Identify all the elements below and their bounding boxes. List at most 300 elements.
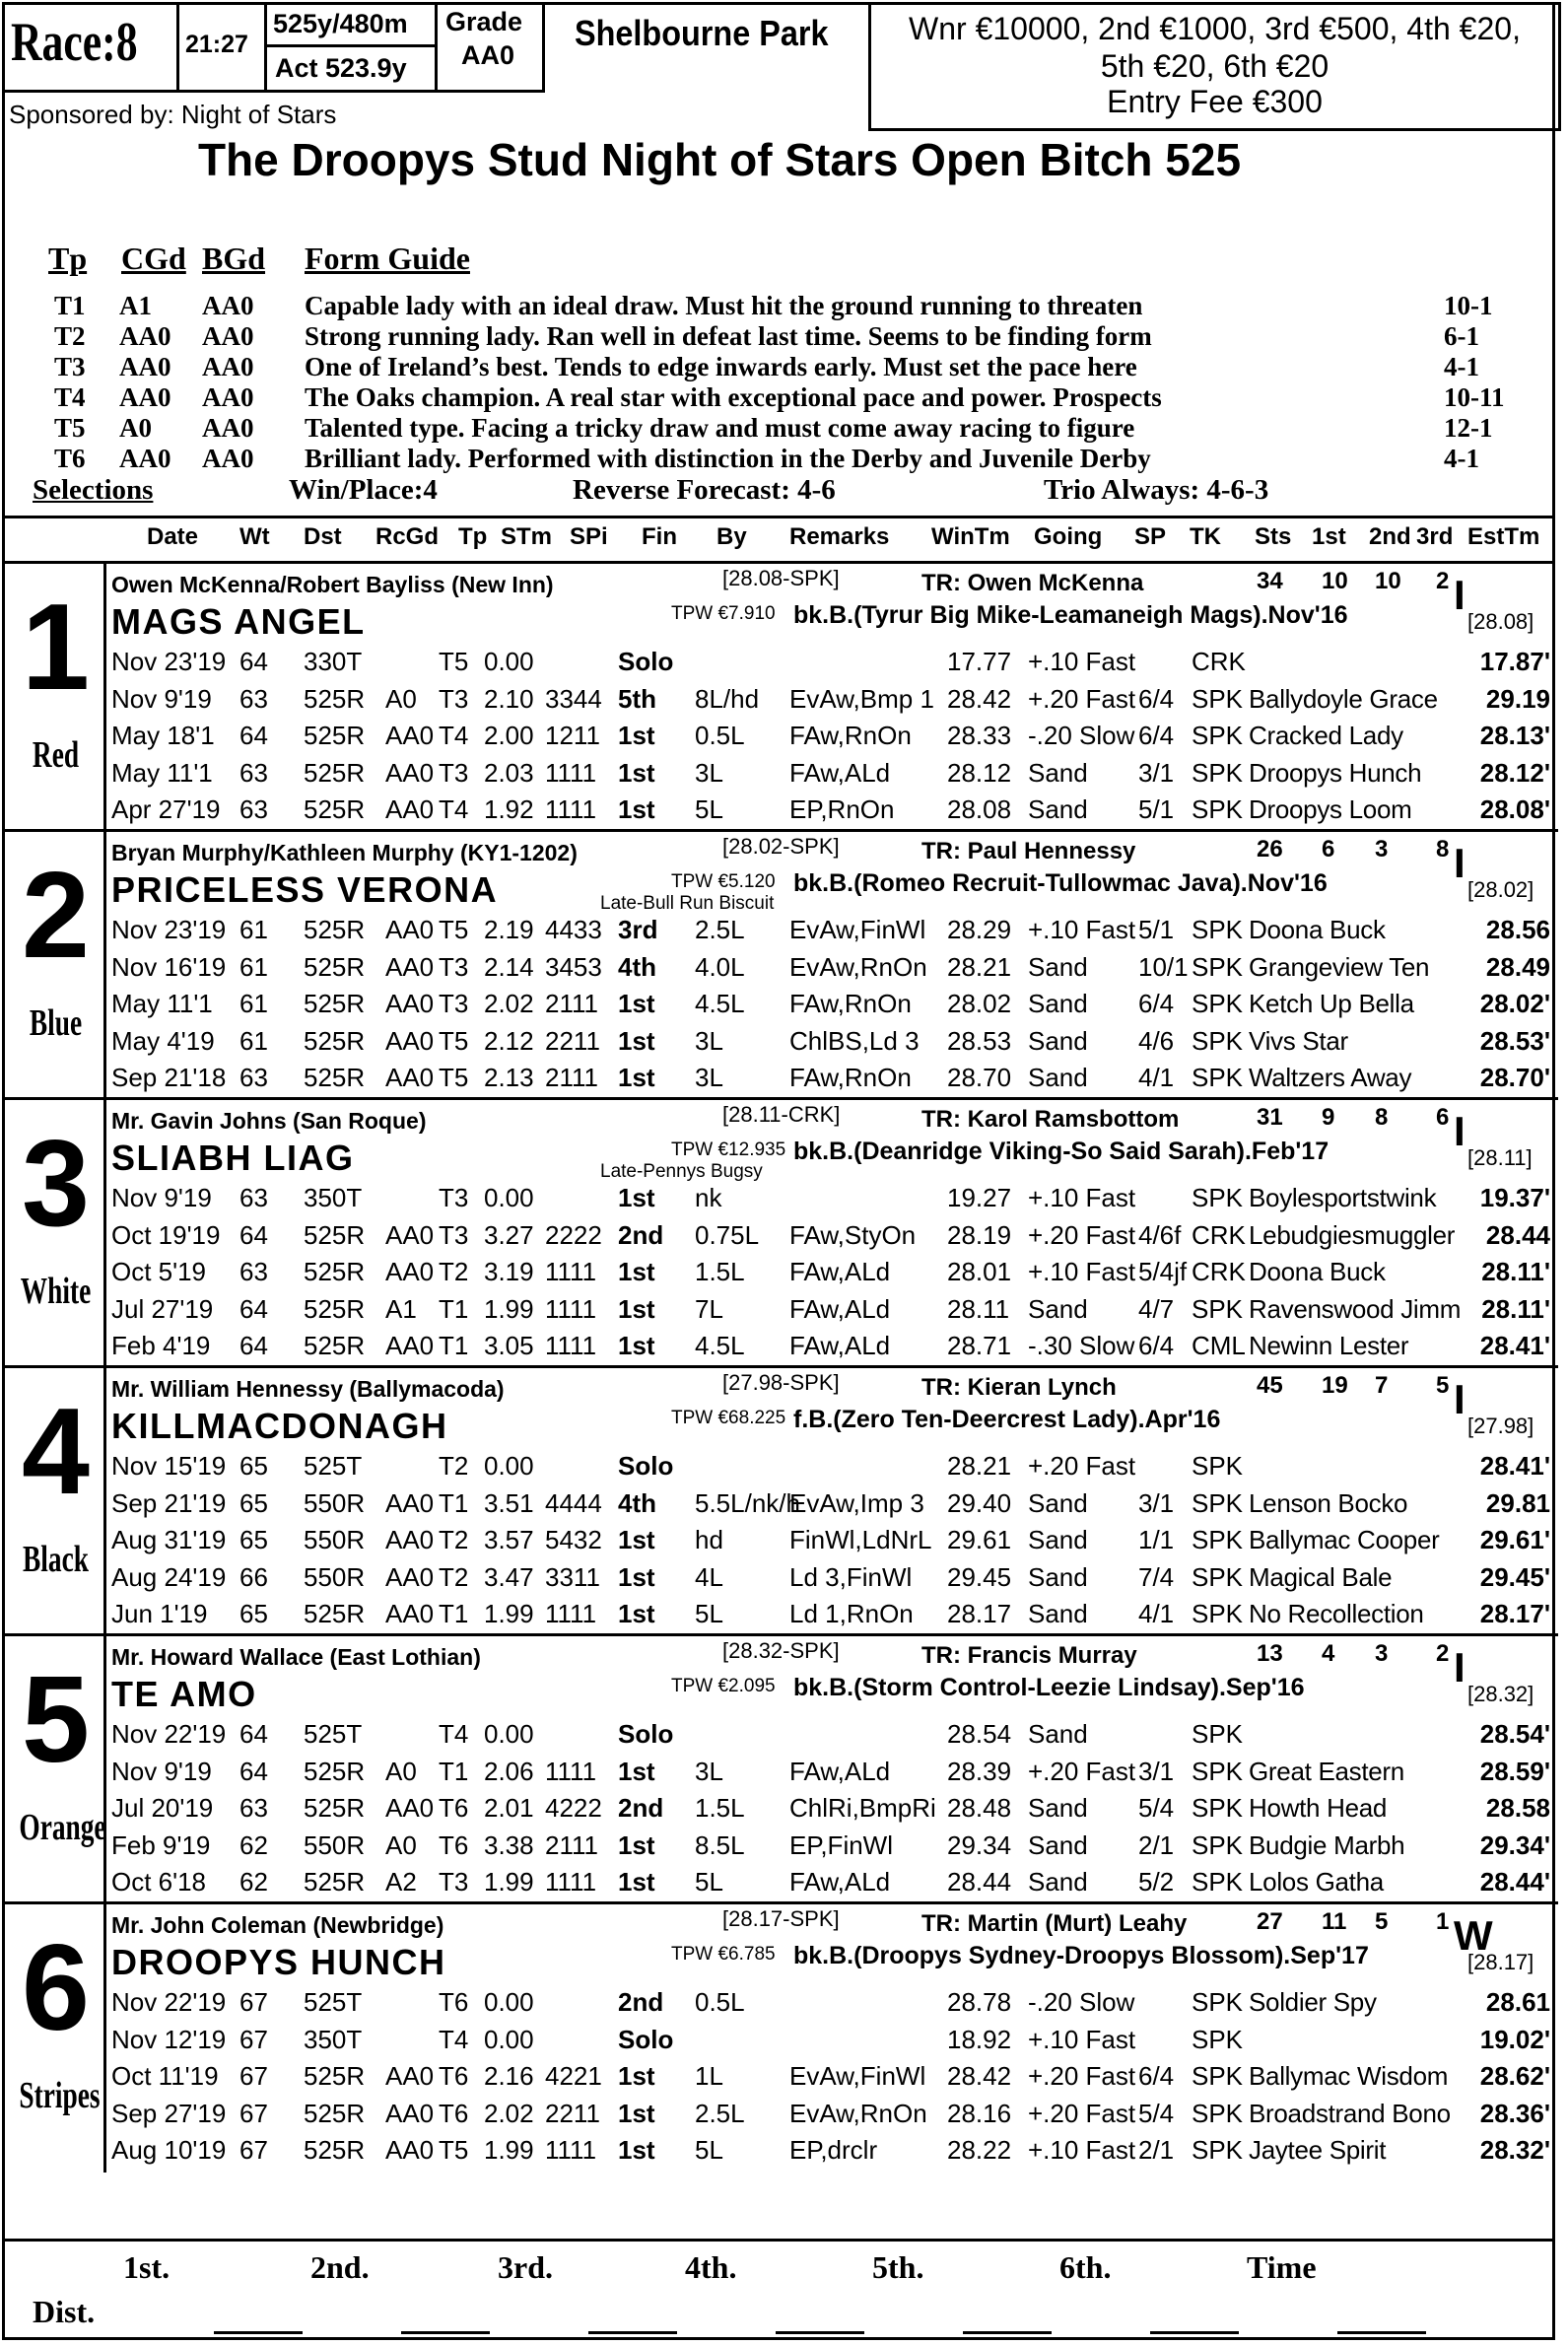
run-going: +.20 Fast bbox=[1028, 2061, 1136, 2091]
run-track: SPK bbox=[1192, 1599, 1244, 1628]
grid-mark: I bbox=[1454, 572, 1466, 618]
fg-bgd: AA0 bbox=[202, 413, 254, 443]
run-est-time: 29.34' bbox=[1479, 1829, 1550, 1860]
run-by: 0.75L bbox=[695, 1219, 760, 1250]
run-going: Sand bbox=[1028, 989, 1088, 1018]
run-going: Sand bbox=[1028, 951, 1088, 982]
form-row bbox=[5, 1789, 1558, 1827]
run-date: Nov 16'19 bbox=[111, 951, 227, 982]
run-weight: 61 bbox=[239, 989, 268, 1018]
run-date: May 4'19 bbox=[111, 1025, 215, 1056]
run-win-time: 28.78 bbox=[947, 1987, 1012, 2017]
run-track: SPK bbox=[1192, 2024, 1244, 2054]
run-sp: 7/4 bbox=[1138, 1561, 1175, 1592]
run-track: SPK bbox=[1192, 757, 1244, 788]
run-race-grade: AA0 bbox=[385, 1219, 435, 1250]
run-by: hd bbox=[695, 1525, 723, 1554]
run-going: Sand bbox=[1028, 1719, 1088, 1749]
form-row bbox=[5, 1253, 1558, 1290]
run-sectional: 2.16 bbox=[484, 2061, 534, 2091]
run-finish: 1st bbox=[618, 1257, 655, 1286]
fg-cgd: AA0 bbox=[119, 382, 171, 412]
run-track: SPK bbox=[1192, 1987, 1244, 2017]
run-trap: T1 bbox=[439, 1756, 469, 1786]
run-weight: 63 bbox=[239, 757, 268, 788]
entry-fee: Entry Fee €300 bbox=[1107, 84, 1323, 119]
track-name: Shelbourne Park bbox=[575, 13, 829, 53]
run-sectional: 2.03 bbox=[484, 757, 534, 788]
run-winner: Lenson Bocko bbox=[1249, 1487, 1408, 1518]
run-est-time: 29.45' bbox=[1479, 1561, 1550, 1592]
actual-distance-box bbox=[264, 44, 438, 93]
run-going: +.20 Fast bbox=[1028, 683, 1136, 714]
trainer: TR: Karol Ramsbottom bbox=[921, 1106, 1180, 1133]
run-sp: 3/1 bbox=[1138, 1756, 1175, 1786]
run-by: 8L/hd bbox=[695, 683, 760, 714]
run-win-time: 28.39 bbox=[947, 1756, 1012, 1786]
trap-number: 1 bbox=[22, 580, 90, 716]
run-sp: 6/4 bbox=[1138, 683, 1175, 714]
run-split: 4222 bbox=[545, 1793, 602, 1823]
fg-trap: T6 bbox=[54, 444, 86, 473]
run-sectional: 0.00 bbox=[484, 1183, 534, 1212]
last-run: [28.17-SPK] bbox=[722, 1906, 840, 1931]
grid-mark: I bbox=[1454, 1108, 1466, 1154]
run-finish: 1st bbox=[618, 1063, 655, 1092]
run-track: CRK bbox=[1192, 1257, 1246, 1286]
run-by: 4.5L bbox=[695, 1331, 745, 1360]
run-winner: Soldier Spy bbox=[1249, 1987, 1377, 2017]
grade-box bbox=[435, 2, 545, 93]
seconds: 10 bbox=[1375, 568, 1401, 594]
fg-bgd: AA0 bbox=[202, 444, 254, 473]
run-going: Sand bbox=[1028, 1867, 1088, 1897]
result-line bbox=[214, 2331, 303, 2334]
breeding: bk.B.(Droopys Sydney-Droopys Blossom).Sep'17 bbox=[793, 1942, 1369, 1969]
run-finish: 1st bbox=[618, 2135, 655, 2165]
thirds: 1 bbox=[1436, 1908, 1450, 1935]
run-race-grade: AA0 bbox=[385, 1793, 435, 1823]
run-date: Jun 1'19 bbox=[111, 1599, 208, 1628]
run-finish: 4th bbox=[618, 951, 656, 982]
seconds: 7 bbox=[1375, 1372, 1389, 1399]
run-finish: 2nd bbox=[618, 1793, 664, 1823]
run-trap: T5 bbox=[439, 647, 469, 676]
run-weight: 65 bbox=[239, 1451, 268, 1481]
column-header-remarks: Remarks bbox=[789, 523, 890, 550]
run-split: 2111 bbox=[545, 1063, 598, 1092]
race-distance: 525y/480m bbox=[273, 9, 408, 38]
run-date: Nov 15'19 bbox=[111, 1451, 227, 1481]
wins: 19 bbox=[1322, 1372, 1348, 1399]
run-split: 4221 bbox=[545, 2061, 602, 2091]
run-remarks: FAw,ALd bbox=[789, 1257, 891, 1286]
run-race-grade: A0 bbox=[385, 683, 417, 714]
run-remarks: FAw,RnOn bbox=[789, 1063, 912, 1092]
run-sp: 5/4jf bbox=[1138, 1257, 1188, 1286]
run-date: Oct 6'18 bbox=[111, 1867, 207, 1897]
run-remarks: FAw,RnOn bbox=[789, 989, 912, 1018]
column-header-dst: Dst bbox=[304, 523, 342, 550]
run-by: 4.0L bbox=[695, 951, 745, 982]
run-weight: 64 bbox=[239, 1719, 268, 1749]
run-winner: Ballymac Cooper bbox=[1249, 1525, 1440, 1554]
run-win-time: 28.08 bbox=[947, 794, 1012, 824]
run-est-time: 28.56 bbox=[1485, 915, 1550, 944]
dog-block bbox=[5, 1368, 1558, 1636]
run-trap: T3 bbox=[439, 683, 469, 714]
run-by: 5L bbox=[695, 1867, 723, 1897]
run-sp: 1/1 bbox=[1138, 1525, 1175, 1554]
run-remarks: EvAw,FinWl bbox=[789, 2061, 926, 2091]
breeding: bk.B.(Tyrur Big Mike-Leamaneigh Mags).Nov'16 bbox=[793, 601, 1348, 629]
run-trap: T3 bbox=[439, 989, 469, 1018]
run-going: Sand bbox=[1028, 1829, 1088, 1860]
prize-box bbox=[868, 2, 1561, 131]
run-track: SPK bbox=[1192, 2061, 1244, 2091]
tpw: TPW €68.225 bbox=[671, 1408, 786, 1428]
dog-block bbox=[5, 832, 1558, 1100]
run-weight: 63 bbox=[239, 1063, 268, 1092]
form-row bbox=[5, 1715, 1558, 1753]
run-sectional: 2.14 bbox=[484, 951, 534, 982]
race-time: 21:27 bbox=[185, 31, 248, 58]
run-sectional: 0.00 bbox=[484, 1987, 534, 2017]
form-row bbox=[5, 1216, 1558, 1254]
run-remarks: FAw,StyOn bbox=[789, 1219, 917, 1250]
tpw: TPW €5.120 bbox=[671, 871, 776, 892]
run-est-time: 28.58 bbox=[1485, 1793, 1550, 1823]
run-distance: 525R bbox=[304, 1867, 366, 1897]
run-finish: 1st bbox=[618, 1829, 655, 1860]
run-winner: Ballymac Wisdom bbox=[1249, 2061, 1449, 2091]
run-finish: 1st bbox=[618, 1293, 655, 1324]
run-date: Nov 22'19 bbox=[111, 1719, 227, 1749]
result-line bbox=[776, 2331, 864, 2334]
run-weight: 63 bbox=[239, 794, 268, 824]
run-sp: 6/4 bbox=[1138, 2061, 1175, 2091]
run-win-time: 28.42 bbox=[947, 683, 1012, 714]
racecard-page bbox=[2, 2, 1555, 2340]
run-winner: Doona Buck bbox=[1249, 915, 1386, 944]
dog-block bbox=[5, 1100, 1558, 1368]
fg-trap: T5 bbox=[54, 413, 86, 443]
column-header-wt: Wt bbox=[239, 523, 270, 550]
run-track: CRK bbox=[1192, 647, 1246, 676]
run-race-grade: AA0 bbox=[385, 721, 435, 750]
starts: 26 bbox=[1257, 836, 1283, 862]
run-weight: 65 bbox=[239, 1525, 268, 1554]
run-sectional: 2.06 bbox=[484, 1756, 534, 1786]
run-finish: 2nd bbox=[618, 1987, 664, 2017]
wins: 4 bbox=[1322, 1640, 1335, 1667]
run-sectional: 2.01 bbox=[484, 1793, 534, 1823]
run-winner: No Recollection bbox=[1249, 1599, 1424, 1628]
run-by: 5L bbox=[695, 2135, 723, 2165]
column-header-spi: SPi bbox=[570, 523, 608, 550]
run-remarks: Ld 3,FinWl bbox=[789, 1561, 913, 1592]
run-trap: T4 bbox=[439, 1719, 469, 1749]
run-weight: 66 bbox=[239, 1561, 268, 1592]
run-trap: T6 bbox=[439, 1793, 469, 1823]
run-by: 4.5L bbox=[695, 989, 745, 1018]
run-track: SPK bbox=[1192, 794, 1244, 824]
seconds: 3 bbox=[1375, 836, 1389, 862]
run-going: Sand bbox=[1028, 1063, 1088, 1092]
run-remarks: FinWl,LdNrL bbox=[789, 1525, 932, 1554]
run-est-time: 28.41' bbox=[1479, 1451, 1550, 1481]
fg-comment: The Oaks champion. A real star with exceptional pace and power. Prospects bbox=[305, 382, 1162, 412]
run-race-grade: AA0 bbox=[385, 951, 435, 982]
column-header-by: By bbox=[716, 523, 747, 550]
distance-box bbox=[264, 2, 438, 47]
run-sectional: 2.10 bbox=[484, 683, 534, 714]
column-header-stm: STm bbox=[501, 523, 553, 550]
run-split: 1111 bbox=[545, 1756, 597, 1786]
run-est-time: 28.61 bbox=[1485, 1987, 1550, 2017]
thirds: 5 bbox=[1436, 1372, 1450, 1399]
run-finish: 1st bbox=[618, 1561, 655, 1592]
run-split: 4444 bbox=[545, 1487, 602, 1518]
fg-bgd: AA0 bbox=[202, 382, 254, 412]
run-weight: 67 bbox=[239, 2061, 268, 2091]
form-row bbox=[5, 1022, 1558, 1060]
fg-cgd: AA0 bbox=[119, 321, 171, 351]
prize-line-1: Wnr €10000, 2nd €1000, 3rd €500, 4th €20, bbox=[909, 11, 1521, 46]
run-trap: T5 bbox=[439, 1025, 469, 1056]
form-row bbox=[5, 948, 1558, 986]
run-date: Nov 9'19 bbox=[111, 1183, 212, 1212]
run-going: +.20 Fast bbox=[1028, 2098, 1136, 2128]
run-win-time: 28.01 bbox=[947, 1257, 1012, 1286]
run-sp: 2/1 bbox=[1138, 1829, 1175, 1860]
run-est-time: 19.37' bbox=[1479, 1183, 1550, 1212]
run-race-grade: A0 bbox=[385, 1756, 417, 1786]
run-est-time: 17.87' bbox=[1479, 647, 1550, 676]
run-going: +.10 Fast bbox=[1028, 915, 1136, 944]
run-split: 5432 bbox=[545, 1525, 602, 1554]
run-trap: T6 bbox=[439, 2061, 469, 2091]
run-race-grade: AA0 bbox=[385, 915, 435, 944]
run-remarks: EvAw,Bmp 1 bbox=[789, 683, 934, 714]
run-date: Aug 10'19 bbox=[111, 2135, 227, 2165]
run-distance: 525T bbox=[304, 1719, 363, 1749]
run-est-time: 28.08' bbox=[1479, 794, 1550, 824]
column-header-esttm: EstTm bbox=[1467, 523, 1540, 550]
trainer: TR: Kieran Lynch bbox=[921, 1374, 1117, 1401]
trainer: TR: Martin (Murt) Leahy bbox=[921, 1910, 1188, 1937]
grid-mark: I bbox=[1454, 1644, 1466, 1690]
run-est-time: 28.54' bbox=[1479, 1719, 1550, 1749]
tpw: TPW €12.935 bbox=[671, 1139, 786, 1160]
thirds: 8 bbox=[1436, 836, 1450, 862]
fg-cgd: AA0 bbox=[119, 352, 171, 381]
fg-odds: 4-1 bbox=[1444, 444, 1479, 473]
seconds: 5 bbox=[1375, 1908, 1389, 1935]
run-win-time: 28.22 bbox=[947, 2135, 1012, 2165]
run-distance: 525R bbox=[304, 1599, 366, 1628]
run-remarks: EvAw,FinWl bbox=[789, 915, 926, 944]
trap-number: 6 bbox=[22, 1920, 90, 2056]
run-sectional: 2.19 bbox=[484, 915, 534, 944]
fg-header-form: Form Guide bbox=[305, 241, 470, 276]
run-split: 2211 bbox=[545, 1025, 600, 1056]
form-row bbox=[5, 1327, 1558, 1364]
run-weight: 61 bbox=[239, 915, 268, 944]
dog-block bbox=[5, 1904, 1558, 2173]
result-line bbox=[401, 2331, 490, 2334]
run-sectional: 3.57 bbox=[484, 1525, 534, 1554]
run-sp: 3/1 bbox=[1138, 1487, 1175, 1518]
run-date: Aug 24'19 bbox=[111, 1561, 227, 1592]
run-distance: 525T bbox=[304, 1451, 363, 1481]
run-by: 0.5L bbox=[695, 721, 745, 750]
run-split: 1111 bbox=[545, 1599, 597, 1628]
run-split: 2111 bbox=[545, 1829, 598, 1860]
form-row bbox=[5, 2021, 1558, 2058]
form-row bbox=[5, 1179, 1558, 1216]
run-trap: T5 bbox=[439, 1063, 469, 1092]
run-date: Feb 9'19 bbox=[111, 1829, 211, 1860]
run-finish: 1st bbox=[618, 1599, 655, 1628]
fg-comment: One of Ireland’s best. Tends to edge inwards early. Must set the pace here bbox=[305, 352, 1137, 381]
run-sectional: 3.47 bbox=[484, 1561, 534, 1592]
run-remarks: EvAw,RnOn bbox=[789, 951, 927, 982]
wins: 6 bbox=[1322, 836, 1335, 862]
finish-place-label: 2nd. bbox=[310, 2249, 370, 2285]
fg-bgd: AA0 bbox=[202, 352, 254, 381]
sponsor-line: Sponsored by: Night of Stars bbox=[9, 100, 337, 129]
run-est-time: 28.36' bbox=[1479, 2098, 1550, 2128]
run-win-time: 29.61 bbox=[947, 1525, 1012, 1554]
run-distance: 525R bbox=[304, 2098, 366, 2128]
dog-name: SLIABH LIAG bbox=[111, 1138, 355, 1178]
run-trap: T4 bbox=[439, 2024, 469, 2054]
trap-number: 5 bbox=[22, 1652, 90, 1788]
fg-comment: Strong running lady. Ran well in defeat last time. Seems to be finding form bbox=[305, 321, 1152, 351]
run-date: Nov 12'19 bbox=[111, 2024, 227, 2054]
run-weight: 65 bbox=[239, 1599, 268, 1628]
run-track: SPK bbox=[1192, 1867, 1244, 1897]
reverse-forecast: Reverse Forecast: 4-6 bbox=[573, 474, 836, 506]
last-run: [28.11-CRK] bbox=[722, 1102, 841, 1127]
run-remarks: EP,drclr bbox=[789, 2135, 878, 2165]
tpw: TPW €6.785 bbox=[671, 1944, 776, 1965]
finish-place-label: 6th. bbox=[1059, 2249, 1112, 2285]
run-est-time: 29.81 bbox=[1485, 1487, 1550, 1518]
form-row bbox=[5, 1595, 1558, 1632]
run-by: 1.5L bbox=[695, 1257, 745, 1286]
run-track: SPK bbox=[1192, 1063, 1244, 1092]
run-finish: 1st bbox=[618, 1331, 655, 1360]
fg-odds: 6-1 bbox=[1444, 321, 1479, 351]
seconds: 8 bbox=[1375, 1104, 1389, 1131]
run-finish: Solo bbox=[618, 2024, 674, 2054]
run-split: 1111 bbox=[545, 1257, 597, 1286]
run-est-time: 28.59' bbox=[1479, 1756, 1550, 1786]
run-weight: 64 bbox=[239, 1219, 268, 1250]
breeding: bk.B.(Romeo Recruit-Tullowmac Java).Nov'16 bbox=[793, 869, 1328, 897]
run-winner: Jaytee Spirit bbox=[1249, 2135, 1387, 2165]
run-finish: 5th bbox=[618, 683, 656, 714]
finish-place-label: Time bbox=[1247, 2249, 1317, 2285]
run-win-time: 28.21 bbox=[947, 951, 1012, 982]
run-split: 2111 bbox=[545, 989, 598, 1018]
form-row bbox=[5, 791, 1558, 828]
run-by: 7L bbox=[695, 1293, 723, 1324]
run-winner: Magical Bale bbox=[1249, 1561, 1393, 1592]
fg-odds: 4-1 bbox=[1444, 352, 1479, 381]
run-sectional: 2.00 bbox=[484, 721, 534, 750]
run-race-grade: AA0 bbox=[385, 1063, 435, 1092]
result-line bbox=[588, 2331, 677, 2334]
run-distance: 525R bbox=[304, 1063, 366, 1092]
form-row bbox=[5, 2131, 1558, 2169]
run-remarks: FAw,ALd bbox=[789, 1867, 891, 1897]
run-sp: 6/4 bbox=[1138, 989, 1175, 1018]
divider bbox=[5, 516, 1552, 518]
run-distance: 350T bbox=[304, 2024, 363, 2054]
fg-trap: T4 bbox=[54, 382, 86, 412]
trap-colour: Orange bbox=[19, 1807, 106, 1848]
run-trap: T1 bbox=[439, 1487, 469, 1518]
run-date: Feb 4'19 bbox=[111, 1331, 211, 1360]
last-run: [28.02-SPK] bbox=[722, 834, 840, 859]
run-est-time: 28.32' bbox=[1479, 2135, 1550, 2165]
run-est-time: 28.11' bbox=[1481, 1257, 1550, 1286]
run-finish: 1st bbox=[618, 2061, 655, 2091]
last-run: [28.32-SPK] bbox=[722, 1638, 840, 1663]
run-weight: 63 bbox=[239, 683, 268, 714]
fg-bgd: AA0 bbox=[202, 291, 254, 320]
run-finish: 1st bbox=[618, 1525, 655, 1554]
run-winner: Howth Head bbox=[1249, 1793, 1388, 1823]
run-win-time: 28.44 bbox=[947, 1867, 1012, 1897]
fg-comment: Talented type. Facing a tricky draw and must come away racing to figure bbox=[305, 413, 1135, 443]
trap-number: 3 bbox=[22, 1116, 90, 1252]
result-line bbox=[963, 2331, 1052, 2334]
run-by: 3L bbox=[695, 1025, 723, 1056]
run-date: Sep 27'19 bbox=[111, 2098, 227, 2128]
run-split: 3453 bbox=[545, 951, 602, 982]
run-date: Nov 23'19 bbox=[111, 915, 227, 944]
run-weight: 64 bbox=[239, 647, 268, 676]
run-finish: 1st bbox=[618, 794, 655, 824]
run-distance: 330T bbox=[304, 647, 363, 676]
run-est-time: 28.11' bbox=[1481, 1293, 1550, 1324]
run-remarks: Ld 1,RnOn bbox=[789, 1599, 914, 1628]
run-win-time: 28.21 bbox=[947, 1451, 1012, 1481]
run-remarks: FAw,ALd bbox=[789, 1331, 891, 1360]
run-date: Oct 19'19 bbox=[111, 1219, 221, 1250]
dog-block bbox=[5, 564, 1558, 832]
run-split: 3311 bbox=[545, 1561, 600, 1592]
run-distance: 525R bbox=[304, 721, 366, 750]
run-by: 2.5L bbox=[695, 915, 745, 944]
run-winner: Droopys Hunch bbox=[1249, 757, 1422, 788]
run-going: -.20 Slow bbox=[1028, 1987, 1135, 2017]
run-win-time: 28.54 bbox=[947, 1719, 1012, 1749]
run-remarks: EP,RnOn bbox=[789, 794, 895, 824]
finish-place-label: 1st. bbox=[123, 2249, 170, 2285]
run-sectional: 2.02 bbox=[484, 989, 534, 1018]
run-race-grade: AA0 bbox=[385, 2061, 435, 2091]
run-win-time: 28.16 bbox=[947, 2098, 1012, 2128]
run-track: SPK bbox=[1192, 1561, 1244, 1592]
run-going: +.10 Fast bbox=[1028, 1257, 1136, 1286]
run-date: Nov 23'19 bbox=[111, 647, 227, 676]
run-split: 1111 bbox=[545, 2135, 597, 2165]
